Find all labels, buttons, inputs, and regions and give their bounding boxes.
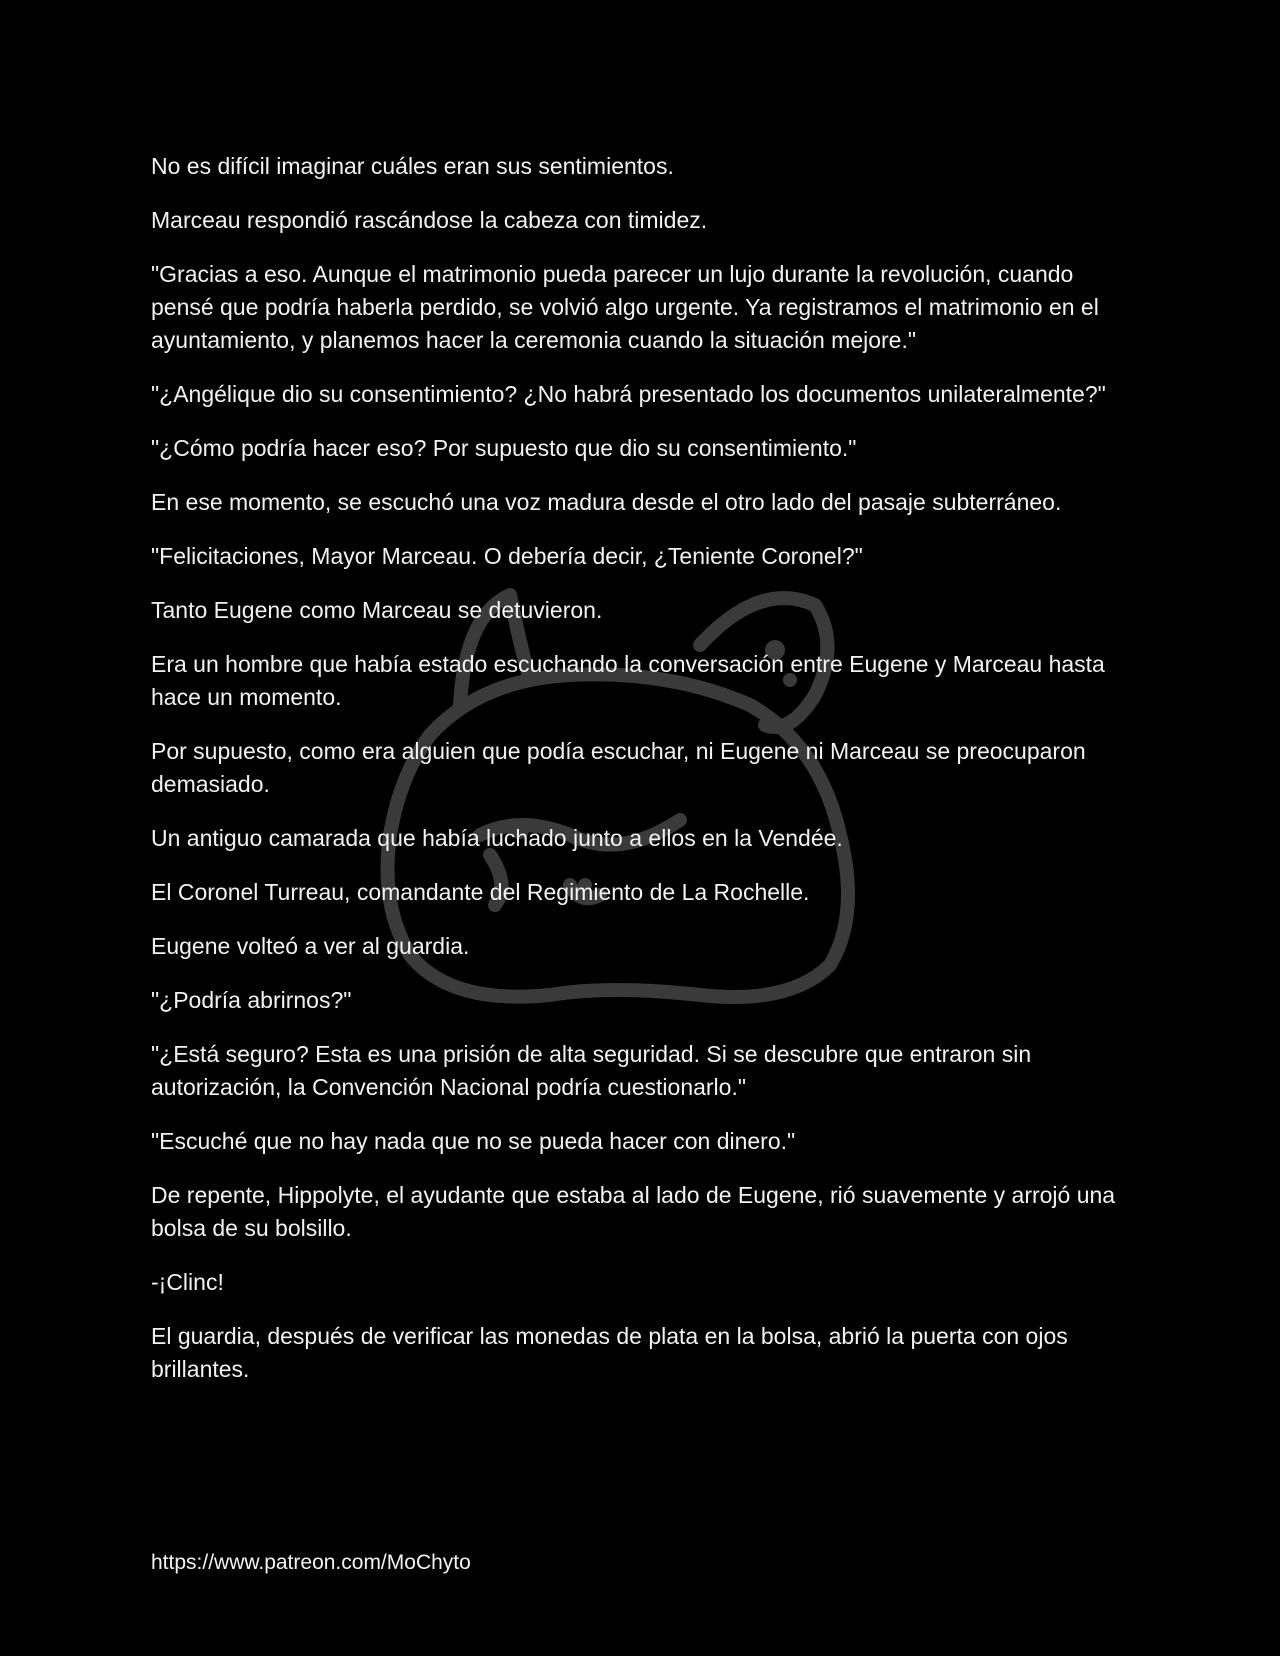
paragraph: De repente, Hippolyte, el ayudante que estaba al lado de Eugene, rió suavemente y arrojó una bolsa de su bolsillo. [151, 1182, 1116, 1241]
paragraph: Tanto Eugene como Marceau se detuvieron. [151, 597, 603, 623]
paragraph: Era un hombre que había estado escuchando la conversación entre Eugene y Marceau hasta hace un momento. [151, 651, 1105, 710]
paragraph: En ese momento, se escuchó una voz madura desde el otro lado del pasaje subterráneo. [151, 489, 1062, 515]
paragraph: "¿Está seguro? Esta es una prisión de alta seguridad. Si se descubre que entraron sin autorización, la Convención Nacional podría cuestionarlo." [151, 1041, 1032, 1100]
paragraph: "Escuché que no hay nada que no se pueda hacer con dinero." [151, 1128, 796, 1154]
paragraph: Eugene volteó a ver al guardia. [151, 933, 470, 959]
paragraph: Marceau respondió rascándose la cabeza con timidez. [151, 207, 708, 233]
paragraph: "Felicitaciones, Mayor Marceau. O debería decir, ¿Teniente Coronel?" [151, 543, 863, 569]
paragraph: Por supuesto, como era alguien que podía escuchar, ni Eugene ni Marceau se preocuparon demasiado. [151, 738, 1086, 797]
paragraph: "¿Angélique dio su consentimiento? ¿No habrá presentado los documentos unilateralmente?" [151, 381, 1106, 407]
patreon-link[interactable]: https://www.patreon.com/MoChyto [151, 1551, 471, 1574]
paragraph: El Coronel Turreau, comandante del Regimiento de La Rochelle. [151, 879, 810, 905]
paragraph: -¡Clinc! [151, 1269, 224, 1295]
paragraph: Un antiguo camarada que había luchado junto a ellos en la Vendée. [151, 825, 843, 851]
paragraph: No es difícil imaginar cuáles eran sus sentimientos. [151, 153, 674, 179]
paragraph: "¿Cómo podría hacer eso? Por supuesto que dio su consentimiento." [151, 435, 857, 461]
paragraph: El guardia, después de verificar las monedas de plata en la bolsa, abrió la puerta con ojos brillantes. [151, 1323, 1068, 1382]
paragraph: "¿Podría abrirnos?" [151, 987, 352, 1013]
document-body [151, 150, 1136, 1407]
paragraph: "Gracias a eso. Aunque el matrimonio pueda parecer un lujo durante la revolución, cuando pensé que podría haberla perdido, se volvió algo urgente. Ya registramos el matrimonio en el ayuntamiento, y planemos hacer la ceremonia cuando la situación mejore." [151, 261, 1099, 353]
